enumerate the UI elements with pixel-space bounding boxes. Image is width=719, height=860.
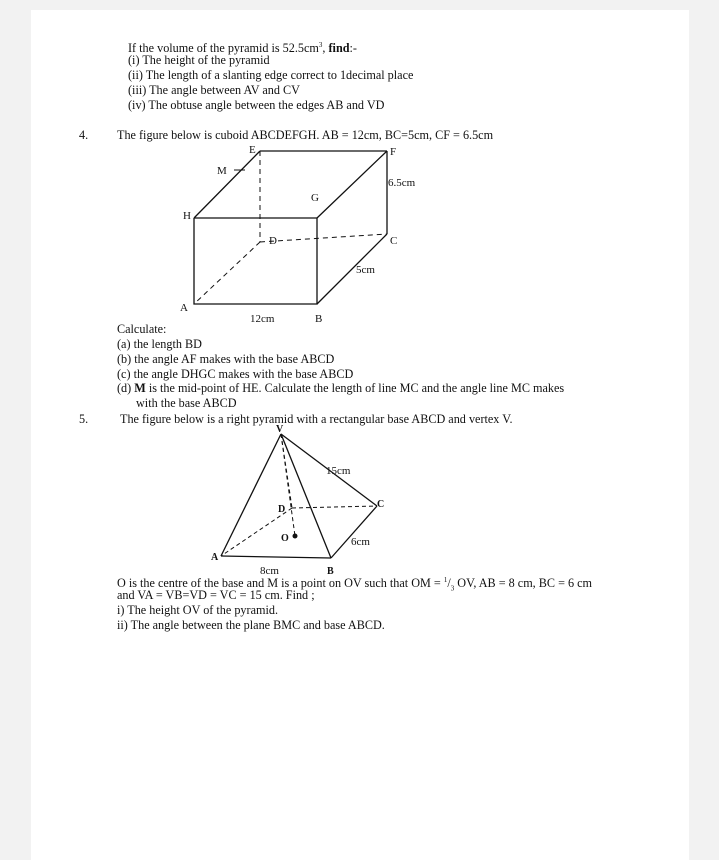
q3-part: (i) The height of the pyramid — [128, 53, 270, 67]
label-D: D — [278, 504, 286, 515]
label-M: M — [217, 165, 227, 177]
q5-part: i) The height OV of the pyramid. — [117, 603, 279, 617]
q5-line2: and VA = VB=VD = VC = 15 cm. Find ; — [117, 588, 315, 602]
label-bc: 6cm — [351, 536, 370, 548]
label-G: G — [311, 192, 319, 204]
label-H: H — [183, 210, 191, 222]
q5-intro: The figure below is a right pyramid with a rectangular base ABCD and vertex V. — [120, 412, 513, 426]
pyramid-hidden-edge — [292, 506, 377, 508]
label-A: A — [211, 552, 219, 563]
q3-part: (iv) The obtuse angle between the edges AB and VD — [128, 98, 385, 112]
pyramid-hidden-edge — [221, 508, 292, 556]
q4-part-d: (d) M is the mid-point of HE. Calculate the length of line MC and the angle line MC makes — [117, 381, 565, 395]
pyramid-height-line — [281, 434, 295, 536]
q3-part: (iii) The angle between AV and CV — [128, 83, 300, 97]
q4-number: 4. — [79, 128, 89, 142]
label-ab: 8cm — [260, 565, 279, 577]
label-E: E — [249, 144, 256, 156]
label-B: B — [327, 566, 334, 577]
label-F: F — [390, 146, 397, 158]
q5-line1: O is the centre of the base and M is a point on OV such that OM = $^1/_3$ OV, AB = 8 cm, BC = 6 cm — [117, 576, 593, 593]
q4-part: (a) the length BD — [117, 337, 202, 351]
document-page — [31, 10, 689, 860]
q5-number: 5. — [79, 412, 89, 426]
q4-calculate: Calculate: — [117, 322, 167, 336]
label-C: C — [390, 235, 398, 247]
q4-intro: The figure below is cuboid ABCDEFGH. AB = 12cm, BC=5cm, CF = 6.5cm — [117, 128, 494, 142]
q4-part: (b) the angle AF makes with the base ABCD — [117, 352, 335, 366]
q4-part-d-cont: with the base ABCD — [136, 396, 237, 410]
q5-part: ii) The angle between the plane BMC and base ABCD. — [117, 618, 385, 632]
cuboid-front-face — [194, 218, 317, 304]
cuboid-hidden-edge — [260, 234, 387, 242]
label-A: A — [180, 302, 188, 314]
q3-intro: If the volume of the pyramid is $52.5cm^3$, find:- — [128, 41, 357, 56]
label-B: B — [315, 313, 323, 325]
cuboid-hidden-edge — [194, 242, 260, 304]
q4-part: (c) the angle DHGC makes with the base ABCD — [117, 367, 354, 381]
label-C: C — [377, 499, 385, 510]
q3-part: (ii) The length of a slanting edge correct to 1decimal place — [128, 68, 414, 82]
label-edge: 15cm — [326, 465, 351, 477]
label-O: O — [281, 533, 289, 544]
point-O — [293, 534, 298, 539]
label-cf: 6.5cm — [388, 177, 416, 189]
label-ab: 12cm — [250, 313, 275, 325]
label-V: V — [276, 424, 284, 435]
cuboid-figure — [31, 10, 689, 860]
label-D: D — [269, 235, 277, 247]
label-bc: 5cm — [356, 264, 375, 276]
